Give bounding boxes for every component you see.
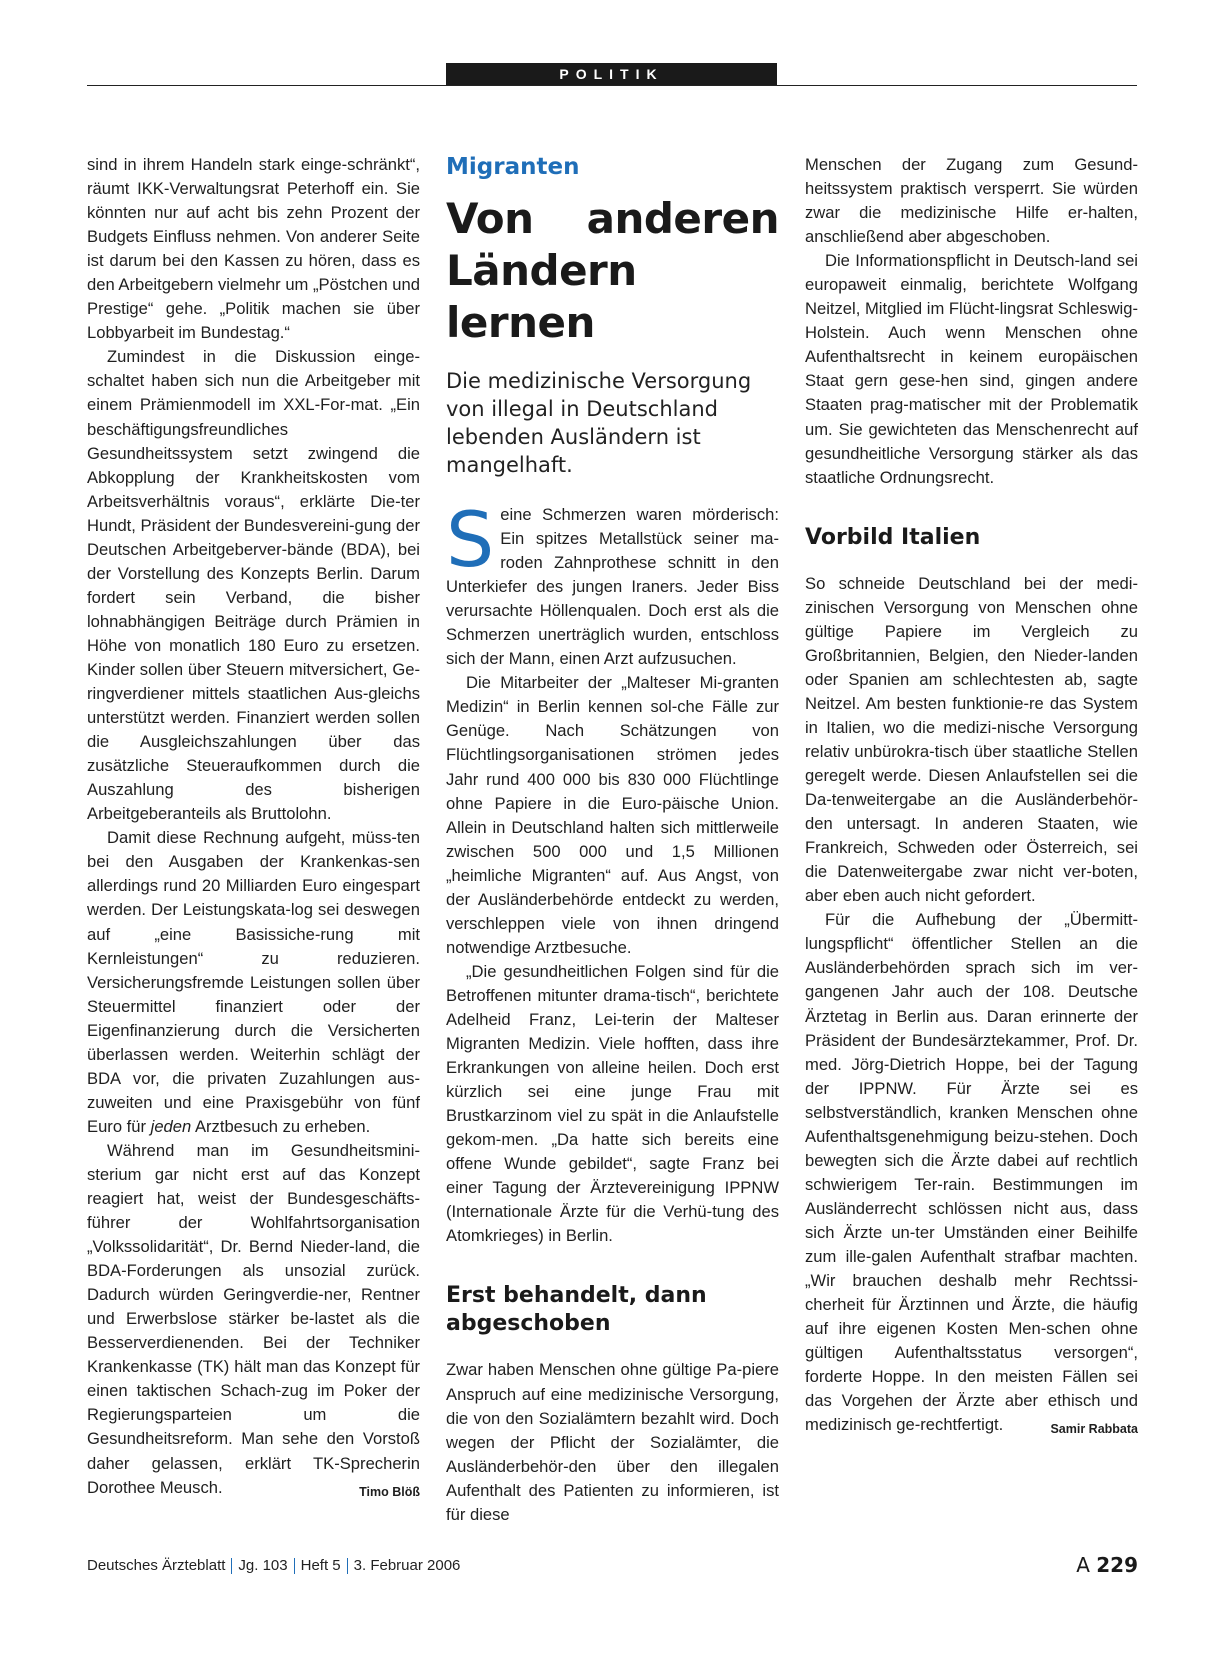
paragraph-text: Arztbesuch zu erheben. xyxy=(191,1116,371,1136)
paragraph: Die Mitarbeiter der „Malteser Mi-granten Medizin“ in Berlin kennen sol-che Fälle zur Genüge. Nach Schätzungen von Flüchtlingsorganisationen strömen jedes Jahr rund 400 000 bis 830 000 Flüchtlinge ohne Papiere in die Euro-päische Union. Allein in Deutschland halten sich mittlerweile zwischen 500 000 und 1,5 Millionen „heimliche Migranten“ auf. Aus Angst, von der Ausländerbehörde entdeckt zu werden, verschleppen viele von ihnen dringend notwendige Arztbesuche. xyxy=(446,673,779,957)
subheading: Vorbild Italien xyxy=(805,524,981,550)
page-number-block xyxy=(1076,1553,1138,1577)
column-left xyxy=(87,153,420,1504)
issue-date: 3. Februar 2006 xyxy=(353,1557,461,1574)
paragraph: Die Informationspflicht in Deutsch-land sei europaweit einmalig, berichtete Wolfgang Neitzel, Mitglied im Flücht-lingsrat Schleswig-Holstein. Auch wenn Menschen ohne Aufenthaltsrecht in keinem europäischen Staat gern gese-hen sind, gingen andere Staaten prag-matischer mit der Problematik um. Sie gewichteten das Menschenrecht auf gesundheitliche Versorgung stärker als das staatliche Ordnungsrecht. xyxy=(805,251,1138,487)
separator xyxy=(231,1558,232,1574)
emphasis: jeden xyxy=(150,1116,192,1136)
issue: Heft 5 xyxy=(300,1557,341,1574)
paragraph: Zumindest in die Diskussion einge-schaltet haben sich nun die Arbeitgeber mit einem Prämienmodell im XXL-For-mat. „Ein beschäftigungsfreundliches Gesundheitssystem setzt zwingend die Abkopplung der Krankheitskosten vom Arbeitsverhältnis voraus“, erklärte Die-ter Hundt, Präsident der Bundesvereini-gung der Deutschen Arbeitgeberver-bände (BDA), bei der Vorstellung des Konzepts Berlin. Darum fordert sein Verband, die bisher lohnabhängigen Beiträge durch Prämien in Höhe von monatlich 180 Euro zu ersetzen. Kinder sollen über Steuern mitversichert, Ge-ringverdiener mittels staatlichen Aus-gleichs unterstützt werden. Finanziert werden sollen die Ausgleichszahlungen über das zusätzliche Steueraufkommen durch die Auszahlung des bisherigen Arbeitgeberanteils als Bruttolohn. xyxy=(87,347,421,824)
author-byline: Samir Rabbata xyxy=(1050,1422,1138,1437)
volume: Jg. 103 xyxy=(238,1557,288,1574)
paragraph: So schneide Deutschland bei der medi-zinischen Versorgung von Menschen ohne gültige Papiere im Vergleich zu Großbritannien, Belgien, den Nieder-landen oder Spanien am schlechtesten ab, sagte Neitzel. Am besten funktionie-re das System in Italien, wo die medizi-nische Versorgung relativ unbürokra-tisch über staatliche Stellen geregelt werde. Diesen Anlaufstellen sei die Da-tenweitergabe an die Ausländerbehör-den untersagt. In anderen Staaten, wie Frankreich, Schweden oder Österreich, sei die Datenweitergabe zwar nicht ver-boten, aber eben auch nicht gefordert. xyxy=(805,573,1138,906)
separator xyxy=(347,1558,348,1574)
paragraph-text: eine Schmerzen waren mörderisch: Ein spitzes Metallstück seiner ma-roden Zahnprothese schnitt in den Unterkiefer des jungen Iraners. Jeder Biss verursachte Höllenqualen. Doch erst als die Schmerzen unerträglich wurden, entschloss sich der Mann, einen Arzt aufzusuchen. xyxy=(446,505,779,669)
page-number: 229 xyxy=(1096,1553,1138,1577)
page-prefix: A xyxy=(1076,1553,1090,1577)
paragraph: Menschen der Zugang zum Gesund-heitssystem praktisch versperrt. Sie würden zwar die medizinische Hilfe er-halten, anschließend aber abgeschoben. xyxy=(805,155,1138,247)
drop-cap: S xyxy=(446,495,495,584)
journal-name: Deutsches Ärzteblatt xyxy=(87,1557,226,1574)
rubric: Migranten xyxy=(446,154,580,180)
paragraph xyxy=(805,908,1138,1437)
paragraph: Zwar haben Menschen ohne gültige Pa-piere Anspruch auf eine medizinische Versorgung, die von den Sozialämtern bezahlt wird. Doch wegen der Pflicht der Sozialämter, die Ausländerbehör-den über den illegalen Aufenthalt des Patienten zu informieren, ist für diese xyxy=(446,1360,779,1524)
article-headline: Von anderen Ländern lernen xyxy=(446,194,779,347)
paragraph-text: Für die Aufhebung der „Übermitt-lungspflicht“ öffentlicher Stellen an die Ausländerbehörden sprach sich im ver-gangenen Jahr auch der 108. Deutsche Ärztetag in Berlin aus. Daran erinnerte der Präsident der Bundesärztekammer, Prof. Dr. med. Jörg-Dietrich Hoppe, bei der Tagung der IPPNW. Für Ärzte sei es selbstverständlich, kranken Menschen ohne Aufenthaltsgenehmigung beizu-stehen. Doch bewegten sich die Ärzte dabei auf rechtlich schwierigem Ter-rain. Bestimmungen im Ausländerrecht schlössen nicht aus, dass sich Ärzte un-ter Umständen einer Beihilfe zum ille-galen Aufenthalt strafbar machten. „Wir brauchen deshalb mehr Rechtssi-cherheit für Ärztinnen und Ärzte, die häufig auf ihre eigenen Kosten Men-schen ohne gültigen Aufenthaltsstatus versorgen“, forderte Hoppe. In den meisten Fällen sei das Vorgehen der Ärzte aber ethisch und medizinisch ge-rechtfertigt. xyxy=(805,910,1138,1435)
section-label: POLITIK xyxy=(446,63,777,85)
paragraph-text: Damit diese Rechnung aufgeht, müss-ten bei den Ausgaben der Krankenkas-sen allerdings rund 20 Milliarden Euro eingespart werden. Der Leistungskata-log sei deswegen auf „eine Basissiche-rung mit Kernleistungen“ zu reduzieren. Versicherungsfremde Leistungen sollen über Steuermittel finanziert oder der Eigenfinanzierung durch die Versicherten überlassen werden. Weiterhin schlägt der BDA vor, die privaten Zuzahlungen aus-zuweiten und eine Praxisgebühr von fünf Euro für xyxy=(87,828,420,1136)
paragraph xyxy=(87,826,420,1139)
column-right xyxy=(805,153,1138,1441)
paragraph: „Die gesundheitlichen Folgen sind für die Betroffenen mitunter drama-tisch“, berichtete Adelheid Franz, Lei-terin der Malteser Migranten Medizin. Viele hofften, dass ihre Erkrankungen von alleine heilen. Doch erst kürzlich sei eine junge Frau mit Brustkarzinom viel zu spät in die Anlaufstelle gekom-men. „Da hatte sich bereits eine offene Wunde gebildet“, sagte Franz bei einer Tagung der Ärztevereinigung IPPNW (Internationale Ärzte für die Verhü-tung des Atomkrieges) in Berlin. xyxy=(446,961,779,1246)
paragraph: sind in ihrem Handeln stark einge-schränkt“, räumt IKK-Verwaltungsrat Peterhoff ein. Sie könnten nur auf acht bis zehn Prozent der Budgets Einfluss nehmen. Von anderer Seite ist darum bei den Kassen zu hören, dass es den Arbeitgebern vielmehr um „Pöstchen und Prestige“ gehe. „Politik machen sie über Lobbyarbeit im Bundestag.“ xyxy=(87,155,420,343)
paragraph-text: Während man im Gesundheitsmini-sterium gar nicht erst auf das Konzept reagiert hat, weist der Bundesgeschäfts-führer der Wohlfahrtsorganisation „Volkssolidarität“, Dr. Bernd Nieder-land, die BDA-Forderungen als unsozial zurück. Dadurch würden Geringverdie-ner, Rentner und Erwerbslose stärker be-lastet als die Besserverdienenden. Bei der Techniker Krankenkasse (TK) hält man das Konzept für einen taktischen Schach-zug im Poker der Regierungsparteien um die Gesundheitsreform. Man sehe den Vorstoß daher gelassen, erklärt TK-Sprecherin Dorothee Meusch. xyxy=(87,1140,420,1497)
footer-citation xyxy=(87,1557,460,1574)
column-middle xyxy=(446,153,779,1527)
paragraph xyxy=(87,1139,420,1500)
paragraph xyxy=(446,495,779,671)
author-byline: Timo Blöß xyxy=(359,1484,420,1499)
header-rule xyxy=(87,85,1137,86)
article-deck: Die medizinische Versorgung von illegal in Deutschland lebenden Ausländern ist mangelhaft. xyxy=(446,369,752,477)
separator xyxy=(294,1558,295,1574)
subheading: Erst behandelt, dann abgeschoben xyxy=(446,1283,707,1337)
